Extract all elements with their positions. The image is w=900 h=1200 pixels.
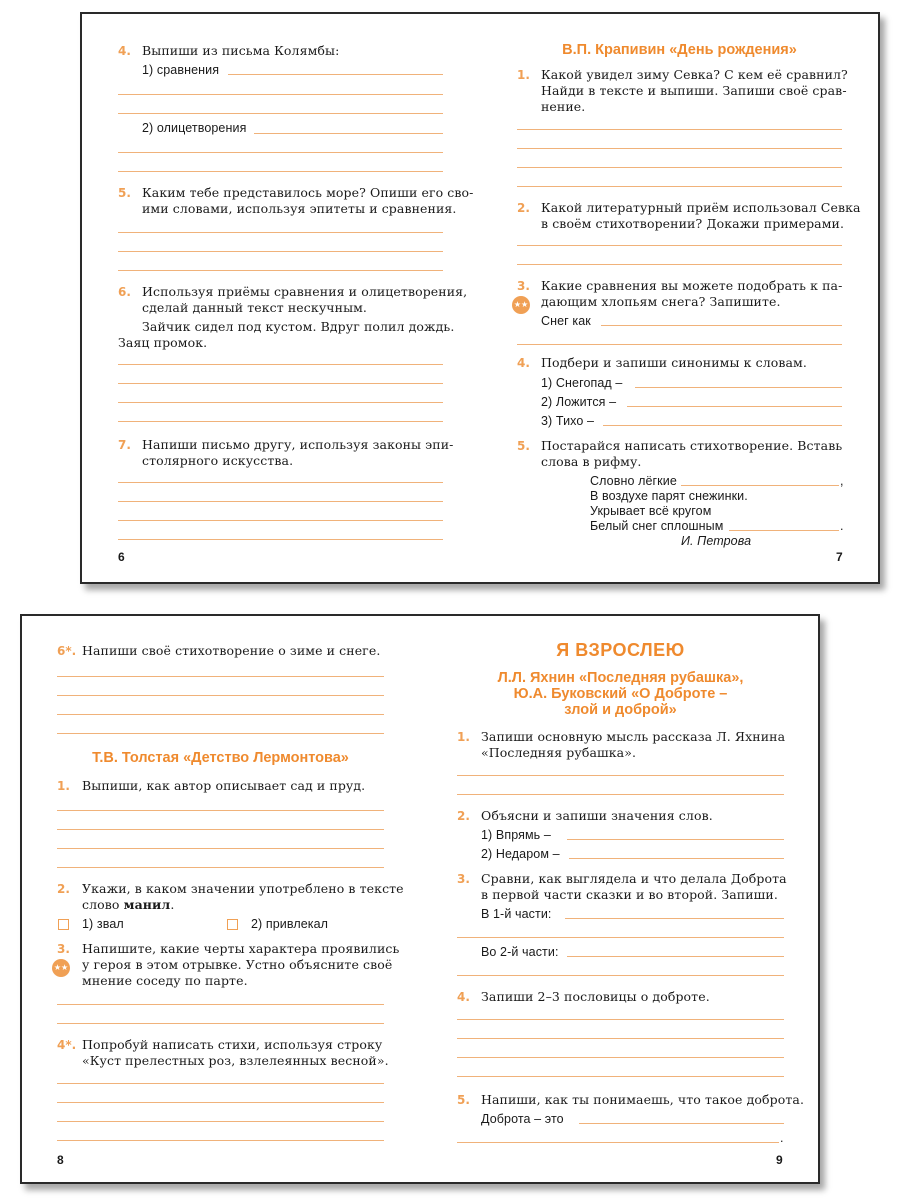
answer-line[interactable]	[57, 733, 384, 734]
answer-line[interactable]	[567, 956, 784, 957]
question-text: Используя приёмы сравнения и олицетворения,	[142, 284, 468, 299]
page-number: 6	[118, 550, 125, 564]
page-number: 9	[776, 1153, 783, 1167]
answer-line[interactable]	[118, 383, 443, 384]
question-text: Объясни и запиши значения слов.	[481, 808, 713, 823]
question-text: мнение соседу по парте.	[82, 973, 248, 988]
answer-line[interactable]	[57, 1023, 384, 1024]
question-text: дающим хлопьям снега? Запишите.	[541, 294, 781, 309]
question-number: 4.	[118, 44, 131, 58]
question-number: 2.	[57, 882, 70, 896]
question-number: 1.	[457, 730, 470, 744]
answer-line[interactable]	[635, 387, 842, 388]
option-label: 1) звал	[82, 917, 124, 931]
sentence-punctuation: .	[780, 1131, 784, 1145]
answer-line[interactable]	[681, 485, 839, 486]
question-number: 5.	[457, 1093, 470, 1107]
question-text: Сравни, как выглядела и что делала Доброта	[481, 871, 787, 886]
question-number: 1.	[57, 779, 70, 793]
answer-line[interactable]	[118, 251, 443, 252]
answer-line[interactable]	[57, 695, 384, 696]
answer-line[interactable]	[57, 848, 384, 849]
source-text: Зайчик сидел под кустом. Вдруг полил дождь.	[142, 319, 455, 334]
answer-line[interactable]	[57, 1083, 384, 1084]
question-text: нение.	[541, 99, 586, 114]
question-text: Попробуй написать стихи, используя строку	[82, 1037, 383, 1052]
poem-line: Словно лёгкие	[590, 474, 677, 488]
answer-line[interactable]	[579, 1123, 784, 1124]
section-subtitle-line: злой и доброй»	[564, 702, 677, 718]
answer-line[interactable]	[457, 1038, 784, 1039]
section-title: В.П. Крапивин «День рождения»	[562, 42, 797, 58]
question-number: 4.	[457, 990, 470, 1004]
question-number: 7.	[118, 438, 131, 452]
question-number: 4*.	[57, 1038, 77, 1052]
question-text: у героя в этом отрывке. Устно объясните своё	[82, 957, 393, 972]
option-label: 2) привлекал	[251, 917, 329, 931]
answer-line[interactable]	[118, 152, 443, 153]
question-number: 3.	[57, 942, 70, 956]
answer-line[interactable]	[118, 270, 443, 271]
answer-line[interactable]	[517, 264, 842, 265]
page-number: 7	[836, 550, 843, 564]
question-text: «Куст прелестных роз, взлелеянных весной».	[82, 1053, 389, 1068]
answer-line[interactable]	[517, 129, 842, 130]
answer-line[interactable]	[457, 1019, 784, 1020]
answer-line[interactable]	[118, 539, 443, 540]
answer-line[interactable]	[57, 714, 384, 715]
answer-label: 1) Впрямь –	[481, 828, 551, 842]
answer-line[interactable]	[57, 1004, 384, 1005]
answer-label: Во 2-й части:	[481, 945, 559, 959]
answer-line[interactable]	[118, 232, 443, 233]
question-text: Какие сравнения вы можете подобрать к па-	[541, 278, 843, 293]
question-number: 5.	[118, 186, 131, 200]
section-title: Т.В. Толстая «Детство Лермонтова»	[92, 750, 349, 766]
question-text: ими словами, используя эпитеты и сравнения.	[142, 201, 457, 216]
answer-line[interactable]	[601, 325, 842, 326]
question-text: Постарайся написать стихотворение. Вставь	[541, 438, 843, 453]
star-badge-icon: ★★	[52, 959, 70, 977]
answer-line[interactable]	[57, 1121, 384, 1122]
answer-label: 2) Недаром –	[481, 847, 560, 861]
checkbox-icon[interactable]	[227, 919, 238, 930]
answer-line[interactable]	[457, 1076, 784, 1077]
answer-line[interactable]	[57, 829, 384, 830]
answer-line[interactable]	[118, 171, 443, 172]
answer-line[interactable]	[57, 676, 384, 677]
poem-punctuation: ,	[840, 474, 844, 488]
answer-line[interactable]	[457, 794, 784, 795]
key-word: манил	[123, 897, 171, 912]
poem-line: Белый снег сплошным	[590, 519, 724, 533]
answer-line[interactable]	[457, 937, 784, 938]
section-subtitle-line: Ю.А. Буковский «О Доброте –	[513, 686, 728, 702]
question-text: сделай данный текст нескучным.	[142, 300, 368, 315]
answer-line[interactable]	[569, 858, 784, 859]
answer-line[interactable]	[118, 364, 443, 365]
checkbox-icon[interactable]	[58, 919, 69, 930]
question-text: Подбери и запиши синонимы к словам.	[541, 355, 807, 370]
answer-line[interactable]	[57, 867, 384, 868]
question-text: Запиши 2–3 пословицы о доброте.	[481, 989, 710, 1004]
section-subtitle-line: Л.Л. Яхнин «Последняя рубашка»,	[497, 670, 744, 686]
answer-line[interactable]	[254, 133, 443, 134]
answer-line[interactable]	[457, 775, 784, 776]
answer-line[interactable]	[118, 402, 443, 403]
answer-label: 2) олицетворения	[142, 121, 247, 135]
answer-line[interactable]	[517, 245, 842, 246]
answer-line[interactable]	[457, 1142, 779, 1143]
question-text: «Последняя рубашка».	[481, 745, 637, 760]
answer-line[interactable]	[567, 839, 784, 840]
answer-line[interactable]	[565, 918, 784, 919]
question-text: Выпиши из письма Колямбы:	[142, 43, 340, 58]
question-text: слово манил.	[82, 897, 175, 912]
answer-line[interactable]	[118, 501, 443, 502]
answer-line[interactable]	[118, 421, 443, 422]
question-number: 5.	[517, 439, 530, 453]
answer-line[interactable]	[457, 1057, 784, 1058]
question-text: в своём стихотворении? Докажи примерами.	[541, 216, 845, 231]
poem-author: И. Петрова	[681, 534, 752, 548]
question-text: Укажи, в каком значении употреблено в тексте	[82, 881, 404, 896]
workbook-spread-pages-6-7	[80, 12, 880, 584]
page-number: 8	[57, 1153, 64, 1167]
answer-label: Доброта – это	[481, 1112, 564, 1126]
answer-line[interactable]	[118, 482, 443, 483]
question-text: Напишите, какие черты характера проявились	[82, 941, 400, 956]
poem-punctuation: .	[840, 519, 844, 533]
question-number: 4.	[517, 356, 530, 370]
answer-line[interactable]	[517, 148, 842, 149]
workbook-spread-pages-8-9	[20, 614, 820, 1184]
question-text: Каким тебе представилось море? Опиши его сво-	[142, 185, 474, 200]
answer-line[interactable]	[603, 425, 842, 426]
answer-label: Снег как	[541, 314, 591, 328]
poem-line: В воздухе парят снежинки.	[590, 489, 748, 503]
question-text: Напиши своё стихотворение о зиме и снеге.	[82, 643, 381, 658]
question-text: Запиши основную мысль рассказа Л. Яхнина	[481, 729, 786, 744]
answer-line[interactable]	[118, 520, 443, 521]
question-text: Напиши, как ты понимаешь, что такое доброта.	[481, 1092, 805, 1107]
star-badge-icon: ★★	[512, 296, 530, 314]
answer-line[interactable]	[517, 344, 842, 345]
question-number: 1.	[517, 68, 530, 82]
question-text: слова в рифму.	[541, 454, 642, 469]
question-text: Какой литературный приём использовал Севка	[541, 200, 861, 215]
question-number: 2.	[457, 809, 470, 823]
answer-line[interactable]	[57, 1102, 384, 1103]
answer-line[interactable]	[517, 186, 842, 187]
answer-line[interactable]	[517, 167, 842, 168]
answer-label: 1) Снегопад –	[541, 376, 623, 390]
question-text: столярного искусства.	[142, 453, 294, 468]
question-number: 3.	[457, 872, 470, 886]
answer-label: 2) Ложится –	[541, 395, 617, 409]
question-text: в первой части сказки и во второй. Запиши.	[481, 887, 778, 902]
answer-label: 3) Тихо –	[541, 414, 595, 428]
question-text: Напиши письмо другу, используя законы эпи-	[142, 437, 454, 452]
answer-line[interactable]	[57, 1140, 384, 1141]
answer-line[interactable]	[118, 94, 443, 95]
chapter-title: Я ВЗРОСЛЕЮ	[556, 640, 685, 660]
question-text: Найди в тексте и выпиши. Запиши своё срав-	[541, 83, 847, 98]
answer-line[interactable]	[118, 113, 443, 114]
question-number: 3.	[517, 279, 530, 293]
answer-line[interactable]	[627, 406, 842, 407]
answer-line[interactable]	[457, 975, 784, 976]
question-text: Выпиши, как автор описывает сад и пруд.	[82, 778, 366, 793]
answer-line[interactable]	[729, 530, 839, 531]
answer-label: 1) сравнения	[142, 63, 220, 77]
question-text: Какой увидел зиму Севка? С кем её сравнил?	[541, 67, 848, 82]
answer-line[interactable]	[228, 74, 443, 75]
poem-line: Укрывает всё кругом	[590, 504, 712, 518]
answer-label: В 1-й части:	[481, 907, 552, 921]
answer-line[interactable]	[57, 810, 384, 811]
question-number: 2.	[517, 201, 530, 215]
question-number: 6*.	[57, 644, 77, 658]
source-text: Заяц промок.	[118, 335, 208, 350]
question-number: 6.	[118, 285, 131, 299]
